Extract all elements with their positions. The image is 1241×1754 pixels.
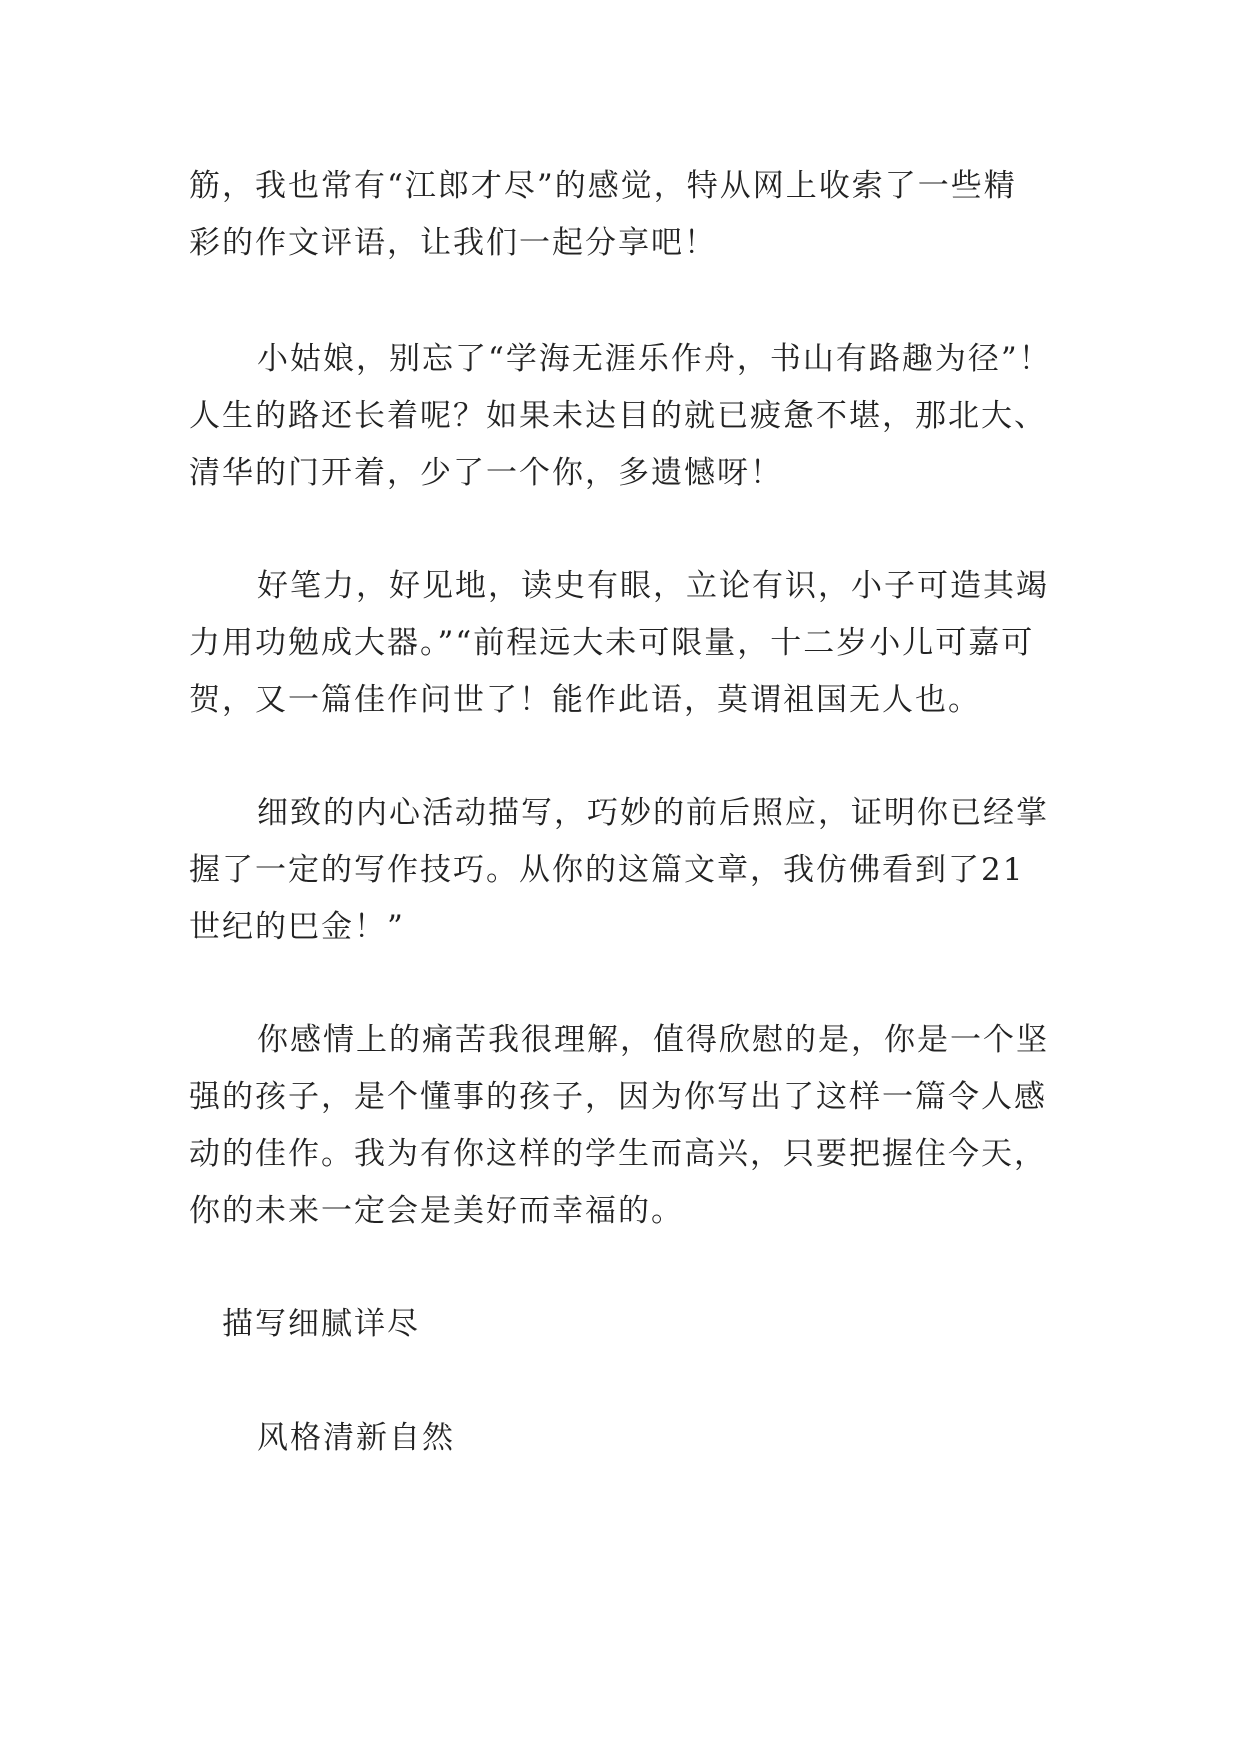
paragraph-comment-1: 小姑娘，别忘了“学海无涯乐作舟，书山有路趣为径”！ 人生的路还长着呢？如果未达目的就已疲惫不堪，那北大、 清华的门开着，少了一个你，多遗憾呀！	[189, 341, 1052, 491]
paragraph-comment-4: 你感情上的痛苦我很理解，值得欣慰的是，你是一个坚 强的孩子，是个懂事的孩子，因为你写出了这样一篇令人感 动的佳作。我为有你这样的学生而高兴，只要把握住今天， 你的未来一定会是美好而幸福的。	[189, 1022, 1049, 1229]
paragraph-continued-intro: 筋，我也常有“江郎才尽”的感觉，特从网上收索了一些精 彩的作文评语，让我们一起分享吧！	[189, 168, 1017, 261]
paragraph-comment-3: 细致的内心活动描写，巧妙的前后照应，证明你已经掌 握了一定的写作技巧。从你的这篇文章，我仿佛看到了21 世纪的巴金！”	[189, 795, 1049, 945]
paragraph-comment-2: 好笔力，好见地，读史有眼，立论有识，小子可造其竭 力用功勉成大器。”“前程远大未可限量，十二岁小儿可嘉可 贺，又一篇佳作问世了！能作此语，莫谓祖国无人也。	[189, 568, 1049, 718]
short-comment-detail: 描写细腻详尽	[222, 1306, 420, 1342]
short-comment-style: 风格清新自然	[257, 1420, 455, 1456]
